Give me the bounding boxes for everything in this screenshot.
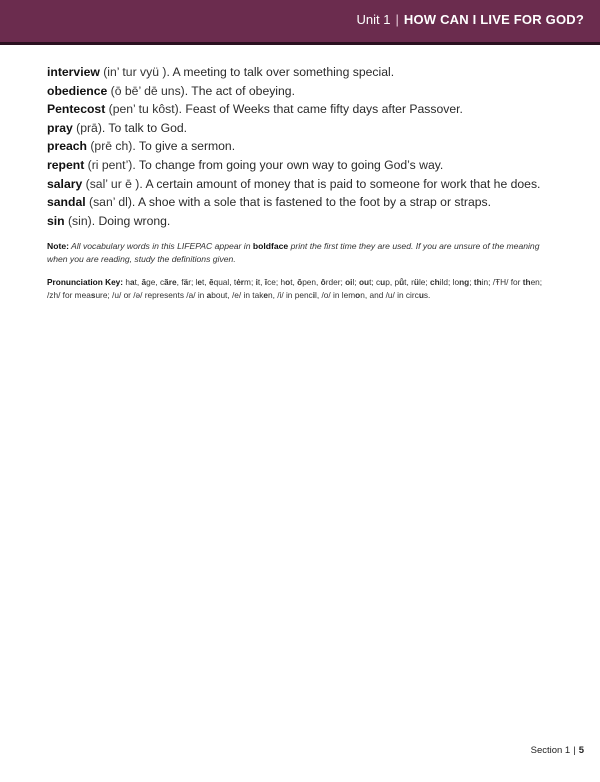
vocabulary-term: Pentecost <box>47 102 106 117</box>
pronunciation-segment: th <box>473 277 482 288</box>
pronunciation-segment: o <box>285 277 291 288</box>
pronunciation-segment: n, /i/ in penc <box>267 289 313 300</box>
vocabulary-definition: . A meeting to talk over something special. <box>166 65 395 79</box>
vocabulary-term: salary <box>47 176 83 191</box>
pronunciation-segment: s <box>90 289 96 300</box>
vocabulary-pronunciation: (ri pent’) <box>87 157 133 172</box>
pronunciation-segment: h <box>125 277 130 288</box>
pronunciation-segment: i <box>255 277 258 288</box>
pronunciation-segment: rder; <box>325 277 346 288</box>
page-footer <box>531 745 584 756</box>
header-bar <box>0 0 600 45</box>
pronunciation-key-label: Pronunciation Key: <box>47 277 124 288</box>
pronunciation-segment: ů <box>399 277 405 288</box>
pronunciation-segment: en; /zh/ for mea <box>47 277 543 300</box>
note-label: Note: <box>47 241 69 252</box>
pronunciation-segment: ā <box>141 277 147 288</box>
pronunciation-segment: ure; /u/ or /ə/ represents /a/ in <box>95 289 207 300</box>
pronunciation-segment: l, /o/ in lem <box>315 289 356 300</box>
vocabulary-definition: . To change from going your own way to going God’s way. <box>132 157 444 172</box>
pronunciation-segment: ng <box>459 277 470 288</box>
header-separator: | <box>395 12 399 27</box>
pronunciation-segment: ild; lo <box>439 277 460 288</box>
vocabulary-definition: . To give a sermon. <box>132 139 236 154</box>
page-content <box>47 63 552 301</box>
pronunciation-segment: l; <box>352 277 359 288</box>
pronunciation-segment: ô <box>320 277 326 288</box>
pronunciation-segment: oi <box>345 277 353 288</box>
unit-label: Unit 1 <box>356 12 391 27</box>
pronunciation-segment: t, <box>134 277 142 288</box>
vocabulary-entry <box>47 175 552 194</box>
vocabulary-entry <box>47 212 552 231</box>
vocabulary-pronunciation: (prē ch) <box>90 139 133 154</box>
vocabulary-pronunciation: (sal’ ur ē ) <box>85 176 140 191</box>
pronunciation-segment: e <box>263 289 268 300</box>
vocabulary-pronunciation: (sin) <box>68 213 92 228</box>
vocabulary-pronunciation: (san’ dl) <box>89 195 132 210</box>
vocabulary-definition: . A certain amount of money that is paid to someone for work that he does. <box>139 176 541 191</box>
vocabulary-note <box>47 240 552 265</box>
pronunciation-segment: t; c <box>369 277 381 288</box>
vocabulary-pronunciation: (in’ tur vyü ) <box>103 65 167 79</box>
pronunciation-segment: m; <box>244 277 256 288</box>
pronunciation-segment: ē <box>208 277 214 288</box>
footer-separator: | <box>573 745 576 756</box>
pronunciation-segment: ch <box>430 277 440 288</box>
pronunciation-segment: o <box>355 289 361 300</box>
pronunciation-segment: qual, t <box>213 277 237 288</box>
vocabulary-list <box>47 63 552 230</box>
note-text-before: All vocabulary words in this LIFEPAC appear in <box>68 241 253 252</box>
note-text-after: print the first time they are used. If you are unsure of the meaning when you are reading, study the definitions given. <box>47 241 540 264</box>
pronunciation-segment: ī <box>264 277 268 288</box>
page-number: 5 <box>578 745 584 756</box>
pronunciation-segment: le; <box>418 277 431 288</box>
pronunciation-segment: t, <box>257 277 265 288</box>
footer-section: Section 1 <box>530 745 571 756</box>
pronunciation-segment: th <box>522 277 531 288</box>
vocabulary-term: pray <box>47 120 73 135</box>
pronunciation-segment: pen, <box>302 277 321 288</box>
pronunciation-key <box>47 276 552 300</box>
vocabulary-pronunciation: (prā) <box>76 120 102 135</box>
pronunciation-segment: , f <box>176 277 184 288</box>
pronunciation-segment: ce; h <box>267 277 286 288</box>
vocabulary-term: interview <box>47 65 100 79</box>
pronunciation-segment: bout, /e/ in tak <box>211 289 264 300</box>
pronunciation-segment: s. <box>423 289 431 300</box>
pronunciation-segment: r; l <box>188 277 198 288</box>
vocabulary-term: sin <box>47 213 65 228</box>
vocabulary-definition: . To talk to God. <box>101 120 188 135</box>
vocabulary-term: sandal <box>47 195 86 210</box>
pronunciation-segment: a <box>206 289 212 300</box>
vocabulary-term: preach <box>47 139 87 154</box>
vocabulary-pronunciation: (pen’ tu kôst) <box>108 102 179 117</box>
pronunciation-segment: a <box>130 277 135 288</box>
vocabulary-definition: . The act of obeying. <box>184 83 295 98</box>
vocabulary-entry <box>47 156 552 175</box>
pronunciation-segment: ō <box>297 277 303 288</box>
vocabulary-term: obedience <box>47 83 108 98</box>
pronunciation-segment: u <box>380 277 386 288</box>
vocabulary-entry <box>47 100 552 119</box>
pronunciation-segment: t, <box>290 277 298 288</box>
vocabulary-pronunciation: (ō bē’ dē uns) <box>110 83 185 98</box>
vocabulary-entry <box>47 119 552 138</box>
pronunciation-segment: in; /ŦH/ for <box>481 277 523 288</box>
pronunciation-segment: t, <box>202 277 209 288</box>
pronunciation-segment: ou <box>358 277 370 288</box>
vocabulary-term: repent <box>47 157 85 172</box>
pronunciation-segment: ä <box>183 277 189 288</box>
note-bold-word: boldface <box>252 241 289 252</box>
vocabulary-entry <box>47 137 552 156</box>
pronunciation-segment: ėr <box>236 277 245 288</box>
pronunciation-segment: u <box>418 289 424 300</box>
vocabulary-definition: . Doing wrong. <box>91 213 171 228</box>
pronunciation-segment: t, r <box>404 277 414 288</box>
vocabulary-definition: . Feast of Weeks that came fifty days after Passover. <box>178 102 463 117</box>
vocabulary-entry <box>47 193 552 212</box>
pronunciation-segment: ge, c <box>146 277 165 288</box>
pronunciation-segment: e <box>197 277 203 288</box>
pronunciation-segment: ãre <box>164 277 177 288</box>
pronunciation-segment: p, p <box>385 277 400 288</box>
unit-title: HOW CAN I LIVE FOR GOD? <box>403 12 584 27</box>
pronunciation-segment: i <box>312 289 316 300</box>
header-text <box>357 12 584 27</box>
vocabulary-entry <box>47 82 552 101</box>
pronunciation-segment: n, and /u/ in circ <box>360 289 419 300</box>
vocabulary-entry <box>47 63 552 82</box>
vocabulary-definition: . A shoe with a sole that is fastened to the foot by a strap or straps. <box>131 195 491 210</box>
pronunciation-segment: ; <box>469 277 474 288</box>
pronunciation-segment: ü <box>413 277 419 288</box>
